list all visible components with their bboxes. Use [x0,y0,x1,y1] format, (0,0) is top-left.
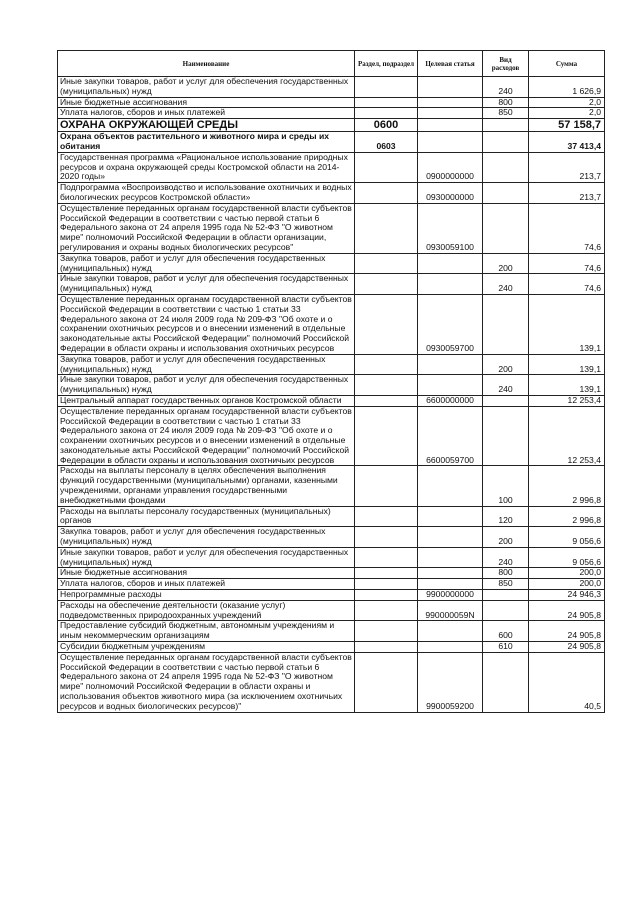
table-row [58,152,605,182]
table-row [58,466,605,506]
budget-table [57,50,605,713]
table-row [58,406,605,466]
row-target-cell [418,132,483,153]
row-name-cell: Уплата налогов, сборов и иных платежей [58,108,355,119]
table-row [58,568,605,579]
row-sum-cell: 57 158,7 [529,119,605,132]
row-sum-cell: 200,0 [529,579,605,590]
table-row [58,547,605,568]
row-section-cell [355,253,418,274]
row-sum-cell: 139,1 [529,375,605,396]
row-name-cell: Осуществление переданных органам государственной власти субъектов Российской Федерации в соответствии с частью первой статьи 6 Федерального закона от 24 апреля 1995 года № 52-ФЗ "О животном мире" полномочий Российской Федерации в области охраны и использования объектов животного мира (за исключением охотничьих ресурсов и водных биологических ресурсов)" [58,652,355,712]
row-expense-type-cell: 600 [483,621,529,642]
row-sum-cell: 74,6 [529,274,605,295]
table-row [58,600,605,621]
header-section: Раздел, подраздел [355,51,418,77]
row-name-cell: Подпрограмма «Воспроизводство и использование охотничьих и водных биологических ресурсов Костромской области» [58,183,355,204]
row-section-cell [355,395,418,406]
row-sum-cell: 139,1 [529,294,605,354]
row-expense-type-cell: 800 [483,97,529,108]
row-target-cell [418,568,483,579]
table-row [58,354,605,375]
row-section-cell [355,547,418,568]
table-row [58,652,605,712]
row-section-cell [355,354,418,375]
row-expense-type-cell [483,152,529,182]
row-target-cell [418,97,483,108]
row-sum-cell: 139,1 [529,354,605,375]
row-sum-cell: 9 056,6 [529,527,605,548]
row-sum-cell: 74,6 [529,253,605,274]
table-row [58,506,605,527]
row-name-cell: Иные закупки товаров, работ и услуг для обеспечения государственных (муниципальных) нужд [58,547,355,568]
row-sum-cell: 213,7 [529,152,605,182]
row-expense-type-cell [483,203,529,253]
row-expense-type-cell: 240 [483,77,529,98]
row-section-cell [355,579,418,590]
row-expense-type-cell: 610 [483,642,529,653]
row-target-cell [418,77,483,98]
row-sum-cell: 12 253,4 [529,395,605,406]
row-expense-type-cell: 240 [483,547,529,568]
row-name-cell: Расходы на выплаты персоналу в целях обеспечения выполнения функций государственными (муниципальными) органами, казенными учреждениями, органами управления государственными внебюджетными фондами [58,466,355,506]
header-name: Наименование [58,51,355,77]
table-row [58,77,605,98]
row-name-cell: Осуществление переданных органам государственной власти субъектов Российской Федерации в соответствии с частью 1 статьи 33 Федерального закона от 24 июля 2009 года № 209-ФЗ "Об охоте и о сохранении охотничьих ресурсов и о внесении изменений в отдельные законодательные акты Российской Федерации" полномочий Российской Федерации в области охраны и использования охотничьих ресурсов [58,406,355,466]
row-name-cell: Уплата налогов, сборов и иных платежей [58,579,355,590]
table-row [58,642,605,653]
row-target-cell [418,253,483,274]
table-row [58,527,605,548]
row-sum-cell: 2 996,8 [529,506,605,527]
row-section-cell [355,274,418,295]
row-sum-cell: 40,5 [529,652,605,712]
row-target-cell [418,506,483,527]
table-header-row [58,51,605,77]
row-expense-type-cell: 240 [483,274,529,295]
row-expense-type-cell [483,294,529,354]
header-expense-type: Вид расходов [483,51,529,77]
row-target-cell: 0930000000 [418,183,483,204]
row-target-cell [418,642,483,653]
table-row [58,395,605,406]
row-section-cell [355,108,418,119]
row-section-cell [355,203,418,253]
table-row [58,294,605,354]
table-row [58,621,605,642]
row-target-cell [418,466,483,506]
table-row [58,274,605,295]
row-sum-cell: 24 905,8 [529,621,605,642]
row-name-cell: Закупка товаров, работ и услуг для обеспечения государственных (муниципальных) нужд [58,354,355,375]
row-section-cell [355,590,418,601]
row-section-cell [355,466,418,506]
row-target-cell: 6600000000 [418,395,483,406]
table-row [58,183,605,204]
row-sum-cell: 1 626,9 [529,77,605,98]
row-section-cell [355,152,418,182]
row-section-cell [355,621,418,642]
row-name-cell: Государственная программа «Рациональное использование природных ресурсов и охрана окружающей среды Костромской области на 2014-2020 годы» [58,152,355,182]
row-section-cell [355,294,418,354]
row-sum-cell: 24 905,8 [529,642,605,653]
table-row [58,375,605,396]
row-sum-cell: 9 056,6 [529,547,605,568]
table-row [58,590,605,601]
row-name-cell: Иные закупки товаров, работ и услуг для обеспечения государственных (муниципальных) нужд [58,274,355,295]
row-section-cell: 0603 [355,132,418,153]
row-section-cell [355,406,418,466]
row-name-cell: Охрана объектов растительного и животного мира и среды их обитания [58,132,355,153]
row-section-cell [355,527,418,548]
row-section-cell [355,183,418,204]
row-target-cell [418,621,483,642]
row-name-cell: Иные бюджетные ассигнования [58,97,355,108]
row-target-cell [418,108,483,119]
row-sum-cell: 74,6 [529,203,605,253]
row-expense-type-cell: 850 [483,108,529,119]
row-target-cell [418,527,483,548]
row-expense-type-cell [483,119,529,132]
row-target-cell: 990000059N [418,600,483,621]
row-section-cell [355,642,418,653]
table-body [58,77,605,713]
row-expense-type-cell [483,395,529,406]
table-row [58,203,605,253]
row-expense-type-cell: 100 [483,466,529,506]
row-expense-type-cell: 200 [483,527,529,548]
row-expense-type-cell [483,132,529,153]
header-sum: Сумма [529,51,605,77]
table-row [58,97,605,108]
row-expense-type-cell [483,652,529,712]
row-target-cell [418,274,483,295]
row-sum-cell: 24 905,8 [529,600,605,621]
row-name-cell: Иные бюджетные ассигнования [58,568,355,579]
table-row [58,579,605,590]
row-sum-cell: 2,0 [529,97,605,108]
table-row [58,119,605,132]
row-expense-type-cell [483,406,529,466]
row-sum-cell: 2,0 [529,108,605,119]
row-section-cell [355,600,418,621]
table-row [58,253,605,274]
row-target-cell: 0930059700 [418,294,483,354]
budget-table-page [57,50,604,713]
row-expense-type-cell: 850 [483,579,529,590]
row-name-cell: Осуществление переданных органам государственной власти субъектов Российской Федерации в соответствии с частью 1 статьи 33 Федерального закона от 24 июля 2009 года № 209-ФЗ "Об охоте и о сохранении охотничьих ресурсов и о внесении изменений в отдельные законодательные акты Российской Федерации" полномочий Российской Федерации в области охраны и использования охотничьих ресурсов [58,294,355,354]
row-expense-type-cell [483,600,529,621]
row-name-cell: Субсидии бюджетным учреждениям [58,642,355,653]
row-name-cell: Иные закупки товаров, работ и услуг для обеспечения государственных (муниципальных) нужд [58,77,355,98]
row-expense-type-cell: 200 [483,253,529,274]
row-expense-type-cell [483,590,529,601]
row-target-cell: 0930059100 [418,203,483,253]
row-section-cell [355,97,418,108]
row-sum-cell: 2 996,8 [529,466,605,506]
row-name-cell: Закупка товаров, работ и услуг для обеспечения государственных (муниципальных) нужд [58,253,355,274]
row-expense-type-cell: 200 [483,354,529,375]
row-name-cell: ОХРАНА ОКРУЖАЮЩЕЙ СРЕДЫ [58,119,355,132]
row-section-cell: 0600 [355,119,418,132]
row-section-cell [355,568,418,579]
row-expense-type-cell [483,183,529,204]
row-target-cell [418,354,483,375]
row-sum-cell: 12 253,4 [529,406,605,466]
row-name-cell: Закупка товаров, работ и услуг для обеспечения государственных (муниципальных) нужд [58,527,355,548]
row-target-cell: 9900000000 [418,590,483,601]
row-name-cell: Предоставление субсидий бюджетным, автономным учреждениям и иным некоммерческим организациям [58,621,355,642]
row-name-cell: Непрограммные расходы [58,590,355,601]
row-target-cell [418,547,483,568]
row-target-cell [418,119,483,132]
row-name-cell: Иные закупки товаров, работ и услуг для обеспечения государственных (муниципальных) нужд [58,375,355,396]
row-sum-cell: 213,7 [529,183,605,204]
row-section-cell [355,652,418,712]
row-sum-cell: 24 946,3 [529,590,605,601]
row-target-cell: 6600059700 [418,406,483,466]
row-name-cell: Расходы на обеспечение деятельности (оказание услуг) подведомственных природоохранных учреждений [58,600,355,621]
row-name-cell: Центральный аппарат государственных органов Костромской области [58,395,355,406]
row-name-cell: Осуществление переданных органам государственной власти субъектов Российской Федерации в соответствии с частью первой статьи 6 Федерального закона от 24 апреля 1995 года № 52-ФЗ "О животном мире" полномочий Российской Федерации в области организации, регулирования и охраны водных биологических ресурсов" [58,203,355,253]
row-sum-cell: 37 413,4 [529,132,605,153]
row-name-cell: Расходы на выплаты персоналу государственных (муниципальных) органов [58,506,355,527]
row-section-cell [355,77,418,98]
row-expense-type-cell: 240 [483,375,529,396]
row-target-cell: 0900000000 [418,152,483,182]
row-sum-cell: 200,0 [529,568,605,579]
row-target-cell: 9900059200 [418,652,483,712]
row-expense-type-cell: 120 [483,506,529,527]
row-target-cell [418,579,483,590]
row-expense-type-cell: 800 [483,568,529,579]
row-section-cell [355,375,418,396]
row-target-cell [418,375,483,396]
header-target: Целевая статья [418,51,483,77]
row-section-cell [355,506,418,527]
table-row [58,108,605,119]
table-row [58,132,605,153]
